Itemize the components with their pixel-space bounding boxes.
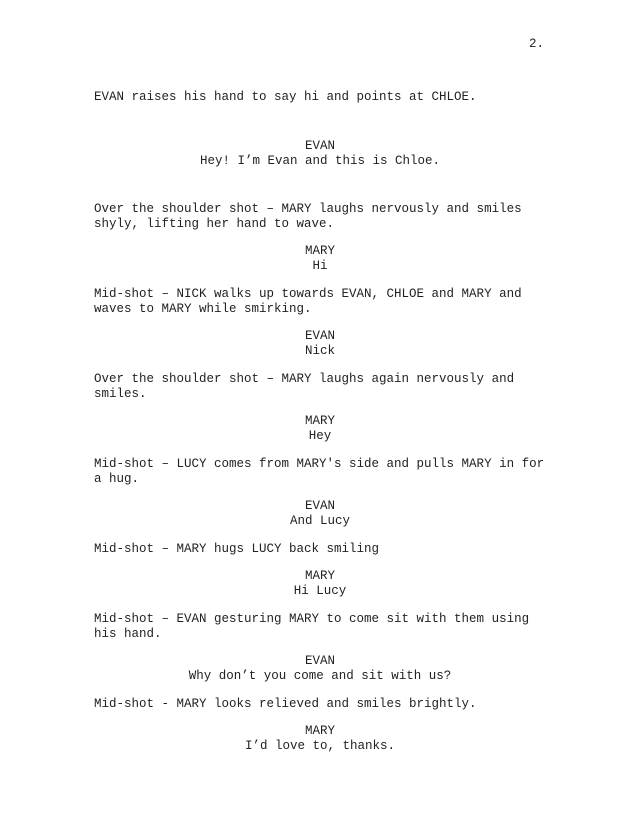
screenplay-body bbox=[94, 90, 546, 754]
dialogue-block bbox=[94, 414, 546, 444]
character-name: MARY bbox=[304, 414, 335, 428]
dialogue-line: Why don’t you come and sit with us? bbox=[188, 669, 452, 683]
dialogue-line: Hey bbox=[308, 429, 332, 443]
action-line: EVAN raises his hand to say hi and points at CHLOE. bbox=[94, 90, 477, 104]
action-line: Over the shoulder shot – MARY laughs nervously and smiles shyly, lifting her hand to wave. bbox=[94, 202, 522, 231]
action-line: Mid-shot – NICK walks up towards EVAN, CHLOE and MARY and waves to MARY while smirking. bbox=[94, 287, 522, 316]
dialogue-block bbox=[94, 654, 546, 684]
dialogue-block bbox=[94, 139, 546, 169]
character-name: EVAN bbox=[304, 499, 335, 513]
dialogue-block bbox=[94, 569, 546, 599]
character-name: MARY bbox=[304, 569, 335, 583]
dialogue-block bbox=[94, 499, 546, 529]
dialogue-line: Hey! I’m Evan and this is Chloe. bbox=[199, 154, 441, 168]
character-name: MARY bbox=[304, 244, 335, 258]
dialogue-block bbox=[94, 724, 546, 754]
action-line: Mid-shot – EVAN gesturing MARY to come sit with them using his hand. bbox=[94, 612, 530, 641]
action-line: Over the shoulder shot – MARY laughs again nervously and smiles. bbox=[94, 372, 515, 401]
dialogue-line: And Lucy bbox=[289, 514, 350, 528]
dialogue-line: Hi Lucy bbox=[293, 584, 347, 598]
dialogue-line: Nick bbox=[304, 344, 335, 358]
dialogue-line: Hi bbox=[312, 259, 328, 273]
character-name: EVAN bbox=[304, 139, 335, 153]
action-line: Mid-shot - MARY looks relieved and smiles brightly. bbox=[94, 697, 477, 711]
character-name: EVAN bbox=[304, 654, 335, 668]
action-line: Mid-shot – MARY hugs LUCY back smiling bbox=[94, 542, 380, 556]
dialogue-block bbox=[94, 329, 546, 359]
character-name: EVAN bbox=[304, 329, 335, 343]
dialogue-block bbox=[94, 244, 546, 274]
page-number: 2. bbox=[529, 37, 545, 51]
action-line: Mid-shot – LUCY comes from MARY's side and pulls MARY in for a hug. bbox=[94, 457, 545, 486]
character-name: MARY bbox=[304, 724, 335, 738]
dialogue-line: I’d love to, thanks. bbox=[244, 739, 396, 753]
